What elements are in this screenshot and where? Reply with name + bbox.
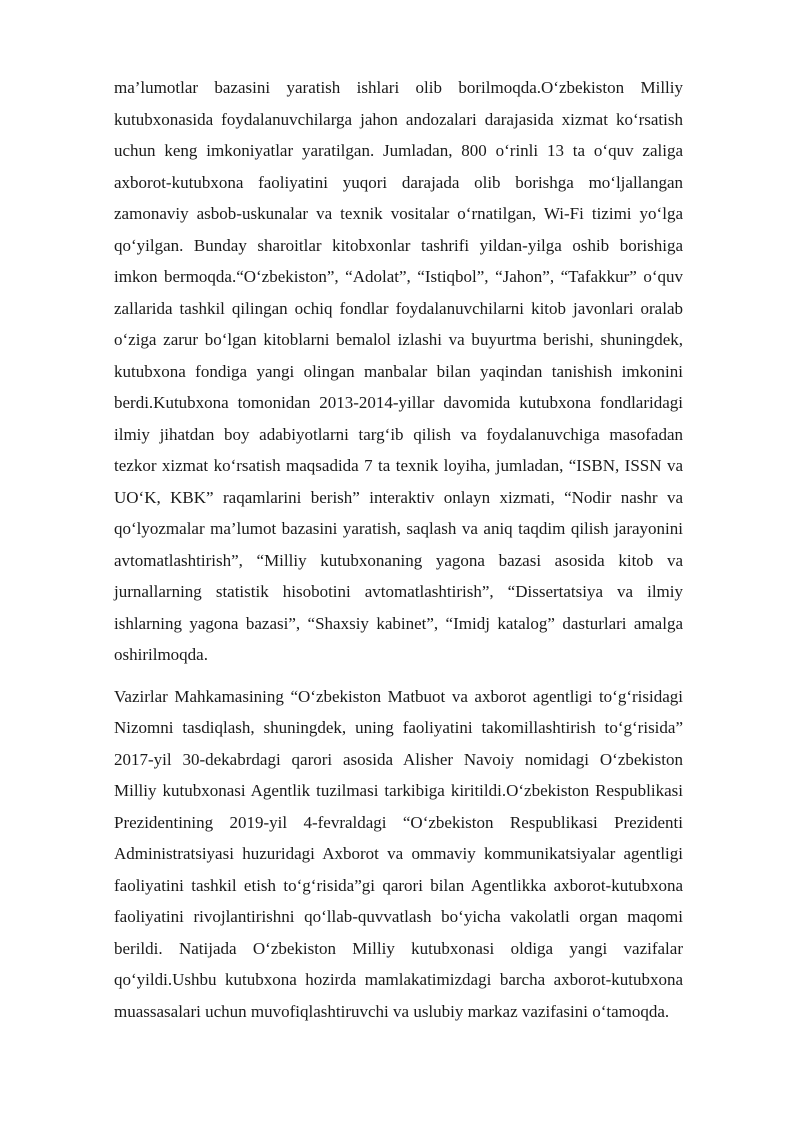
document-body — [114, 72, 683, 1027]
paragraph-library-services: ma’lumotlar bazasini yaratish ishlari olib borilmoqda.O‘zbekiston Milliy kutubxonasida foydalanuvchilarga jahon andozalari darajasida xizmat ko‘rsatish uchun keng imkoniyatlar yaratilgan. Jumladan, 800 o‘rinli 13 ta o‘quv zaliga axborot-kutubxona faoliyatini yuqori darajada olib borishga mo‘ljallangan zamonaviy asbob-uskunalar va texnik vositalar o‘rnatilgan, Wi-Fi tizimi yo‘lga qo‘yilgan. Bunday sharoitlar kitobxonlar tashrifi yildan-yilga oshib borishiga imkon bermoqda.“O‘zbekiston”, “Adolat”, “Istiqbol”, “Jahon”, “Tafakkur” o‘quv zallarida tashkil qilingan ochiq fondlar foydalanuvchilarni kitob javonlari oralab o‘ziga zarur bo‘lgan kitoblarni bemalol izlashi va buyurtma berishi, shuningdek, kutubxona fondiga yangi olingan manbalar bilan yaqindan tanishish imkonini berdi.Kutubxona tomonidan 2013-2014-yillar davomida kutubxona fondlaridagi ilmiy jihatdan boy adabiyotlarni targ‘ib qilish va foydalanuvchiga masofadan tezkor xizmat ko‘rsatish maqsadida 7 ta texnik loyiha, jumladan, “ISBN, ISSN va UO‘K, KBK” raqamlarini berish” interaktiv onlayn xizmati, “Nodir nashr va qo‘lyozmalar ma’lumot bazasini yaratish, saqlash va aniq taqdim qilish jarayonini avtomatlashtirish”, “Milliy kutubxonaning yagona bazasi asosida kitob va jurnallarning statistik hisobotini avtomatlashtirish”, “Dissertatsiya va ilmiy ishlarning yagona bazasi”, “Shaxsiy kabinet”, “Imidj katalog” dasturlari amalga oshirilmoqda. — [114, 78, 683, 664]
paragraph-agency-status: Vazirlar Mahkamasining “O‘zbekiston Matbuot va axborot agentligi to‘g‘risidagi Nizomni tasdiqlash, shuningdek, uning faoliyatini takomillashtirish to‘g‘risida” 2017-yil 30-dekabrdagi qarori asosida Alisher Navoiy nomidagi O‘zbekiston Milliy kutubxonasi Agentlik tuzilmasi tarkibiga kiritildi.O‘zbekiston Respublikasi Prezidentining 2019-yil 4-fevraldagi “O‘zbekiston Respublikasi Prezidenti Administratsiyasi huzuridagi Axborot va ommaviy kommunikatsiyalar agentligi faoliyatini tashkil etish to‘g‘risida”gi qarori bilan Agentlikka axborot-kutubxona faoliyatini rivojlantirishni qo‘llab-quvvatlash bo‘yicha vakolatli organ maqomi berildi. Natijada O‘zbekiston Milliy kutubxonasi oldiga yangi vazifalar qo‘yildi.Ushbu kutubxona hozirda mamlakatimizdagi barcha axborot-kutubxona muassasalari uchun muvofiqlashtiruvchi va uslubiy markaz vazifasini o‘tamoqda. — [114, 686, 683, 1021]
